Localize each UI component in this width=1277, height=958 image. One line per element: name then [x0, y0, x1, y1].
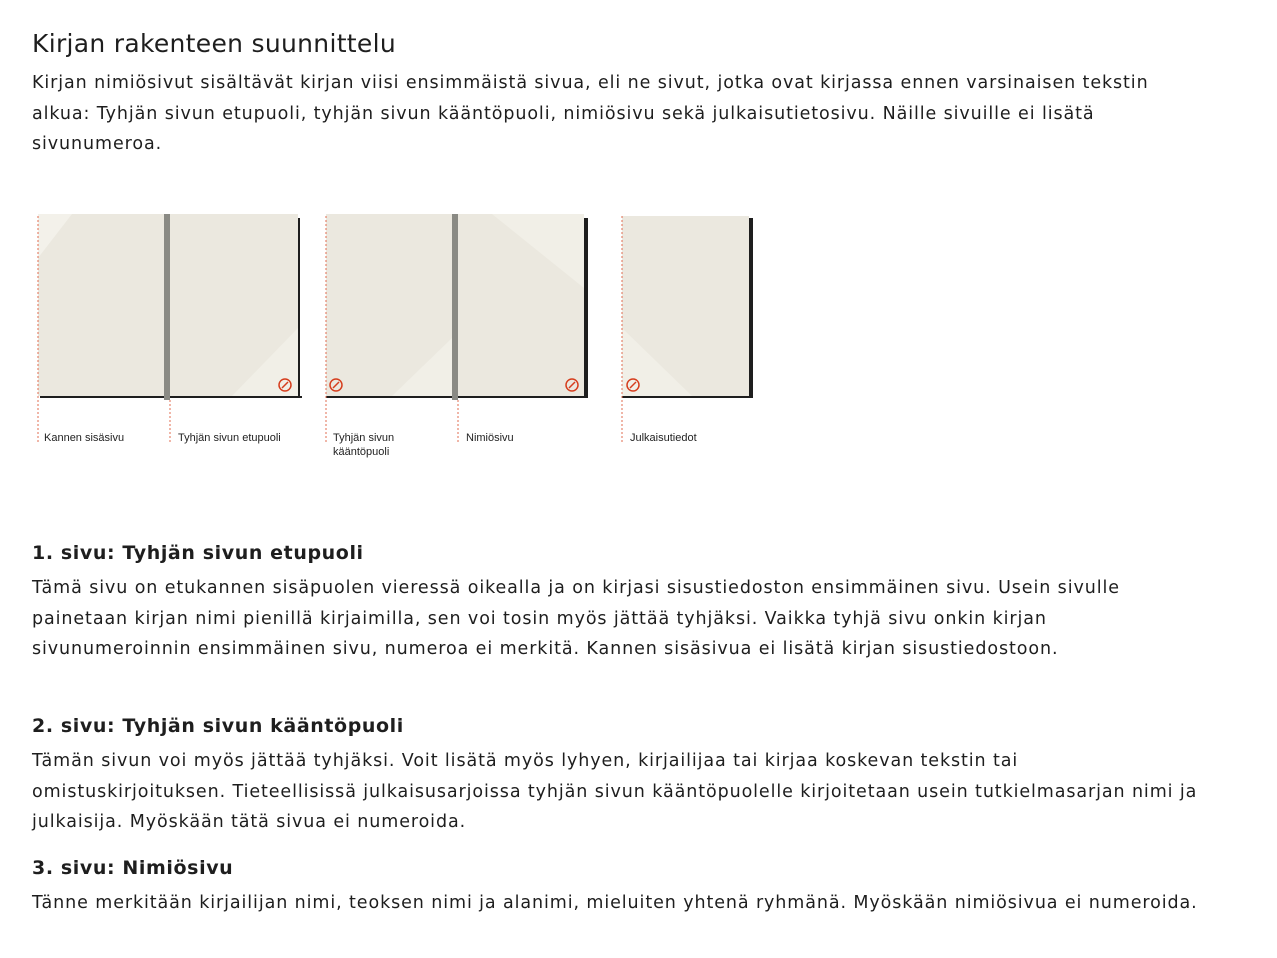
- section-2: [32, 713, 1212, 838]
- section-2-heading: 2. sivu: Tyhjän sivun kääntöpuoli: [32, 715, 404, 737]
- single-page: [622, 216, 753, 443]
- section-2-body: Tämän sivun voi myös jättää tyhjäksi. Voit lisätä myös lyhyen, kirjailijaa tai kirjaa koskevan tekstin tai omistuskirjoituksen. Tieteellisissä julkaisusarjoissa tyhjän sivun kääntöpuolelle kirjoitetaan usein tutkielmasarjan nimi ja julkaisija. Myöskään tätä sivua ei numeroida.: [32, 751, 1198, 832]
- spread-1-shadow-bottom: [40, 396, 302, 398]
- book-pages-illustration: [32, 198, 792, 468]
- intro-paragraph: Kirjan nimiösivut sisältävät kirjan viisi ensimmäistä sivua, eli ne sivut, jotka ovat kirjassa ennen varsinaisen tekstin alkua: Tyhjän sivun etupuoli, tyhjän sivun kääntöpuoli, nimiösivu sekä julkaisutietosivu. Näille sivuille ei lisätä sivunumeroa.: [32, 73, 1149, 154]
- page-title: Kirjan rakenteen suunnittelu: [32, 29, 396, 58]
- section-1-heading: 1. sivu: Tyhjän sivun etupuoli: [32, 542, 364, 564]
- label-publication-info: Julkaisutiedot: [630, 432, 697, 444]
- book-pages-figure: [32, 198, 792, 468]
- label-blank-back-1: Tyhjän sivun: [333, 432, 395, 444]
- section-3: [32, 855, 1212, 919]
- label-cover-inside: Kannen sisäsivu: [44, 432, 125, 444]
- section-1-body: Tämä sivu on etukannen sisäpuolen vieressä oikealla ja on kirjasi sisustiedoston ensimmäinen sivu. Usein sivulle painetaan kirjan nimi pienillä kirjaimilla, sen voi tosin myös jättää tyhjäksi. Vaikka tyhjä sivu onkin kirjan sivunumeroinnin ensimmäinen sivu, numeroa ei merkitä. Kannen sisäsivua ei lisätä kirjan sisustiedostoon.: [32, 578, 1120, 659]
- label-blank-front: Tyhjän sivun etupuoli: [178, 432, 281, 444]
- spread-2: [326, 214, 588, 443]
- label-title-page: Nimiösivu: [466, 432, 514, 444]
- label-blank-back-2: kääntöpuoli: [333, 446, 390, 458]
- spread-1: [38, 214, 302, 443]
- section-3-body: Tänne merkitään kirjailijan nimi, teoksen nimi ja alanimi, mieluiten yhtenä ryhmänä. Myöskään nimiösivua ei numeroida.: [32, 893, 1198, 913]
- section-1: [32, 540, 1212, 665]
- section-3-heading: 3. sivu: Nimiösivu: [32, 857, 234, 879]
- spine: [164, 214, 170, 400]
